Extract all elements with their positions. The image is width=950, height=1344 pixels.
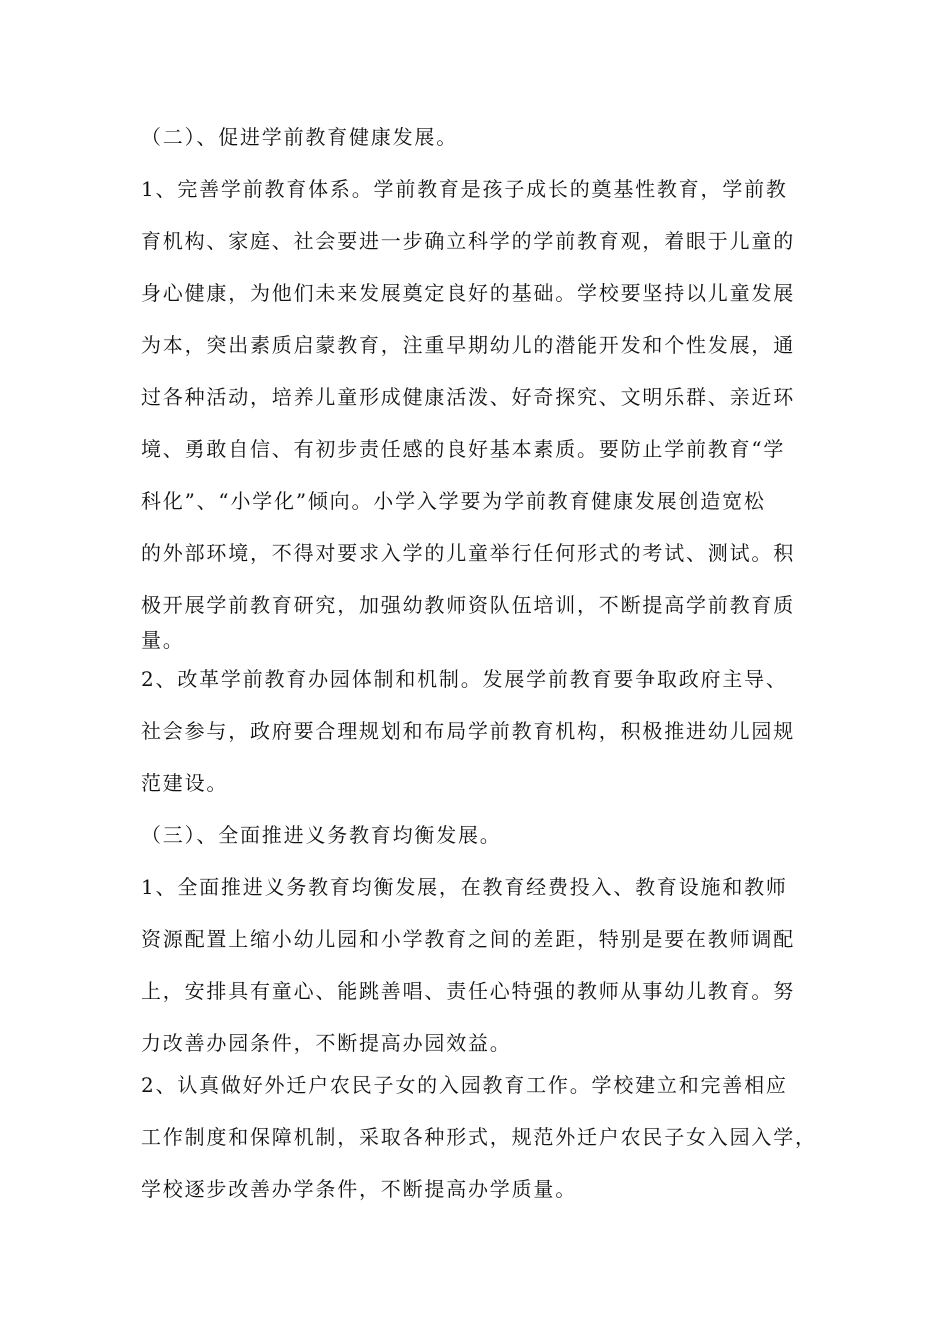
text-line: 范建设。	[141, 771, 229, 795]
text-line: 工作制度和保障机制，采取各种形式，规范外迁户农民子女入园入学，	[141, 1125, 817, 1149]
section-heading-2: （二）、促进学前教育健康发展。	[141, 125, 458, 149]
text-line: 力改善办园条件，不断提高办园效益。	[141, 1031, 512, 1055]
text-line: 学校逐步改善办学条件，不断提高办学质量。	[141, 1177, 577, 1201]
text-line: 过各种活动，培养儿童形成健康活泼、好奇探究、文明乐群、亲近环	[141, 385, 795, 409]
text-line: 2、改革学前教育办园体制和机制。发展学前教育要争取政府主导、	[141, 667, 788, 691]
text-line: 1、完善学前教育体系。学前教育是孩子成长的奠基性教育，学前教	[141, 177, 788, 201]
text-line: 极开展学前教育研究，加强幼教师资队伍培训，不断提高学前教育质	[141, 593, 795, 617]
section-heading-3: （三）、全面推进义务教育均衡发展。	[141, 823, 502, 847]
text-line: 境、勇敢自信、有初步责任感的良好基本素质。要防止学前教育“学	[141, 437, 786, 461]
text-line: 1、全面推进义务教育均衡发展，在教育经费投入、教育设施和教师	[141, 875, 788, 899]
text-line: 资源配置上缩小幼儿园和小学教育之间的差距，特别是要在教师调配	[141, 927, 795, 951]
text-line: 为本，突出素质启蒙教育，注重早期幼儿的潜能开发和个性发展，通	[141, 333, 795, 357]
text-line: 育机构、家庭、社会要进一步确立科学的学前教育观，着眼于儿童的	[141, 229, 795, 253]
text-line: 科化”、“小学化”倾向。小学入学要为学前教育健康发展创造宽松	[141, 489, 766, 513]
text-line: 身心健康，为他们未来发展奠定良好的基础。学校要坚持以儿童发展	[141, 281, 795, 305]
text-line: 2、认真做好外迁户农民子女的入园教育工作。学校建立和完善相应	[141, 1073, 788, 1097]
text-line: 量。	[141, 628, 185, 652]
text-line: 上，安排具有童心、能跳善唱、责任心特强的教师从事幼儿教育。努	[141, 979, 795, 1003]
text-line: 社会参与，政府要合理规划和布局学前教育机构，积极推进幼儿园规	[141, 719, 795, 743]
text-line: 的外部环境，不得对要求入学的儿童举行任何形式的考试、测试。积	[141, 541, 795, 565]
